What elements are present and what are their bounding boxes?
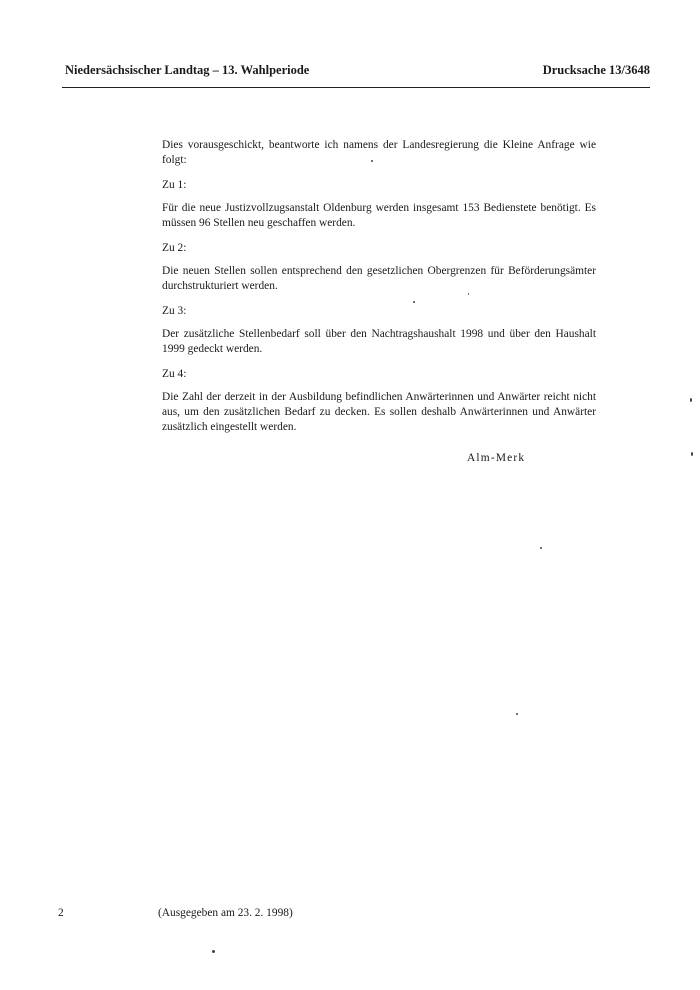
document-number: Drucksache 13/3648 (542, 63, 650, 77)
answer-text-4: Die Zahl der derzeit in der Ausbildung befindlichen Anwärterinnen und Anwärter reicht nicht aus, um den zusätzlichen Bedarf zu decken. Es sollen deshalb Anwärterinnen und Anwärter zusätzlich eingestellt werden. (162, 391, 596, 433)
signature: Alm-Merk (467, 452, 526, 464)
scan-speck (691, 452, 693, 456)
issue-date: (Ausgegeben am 23. 2. 1998) (158, 907, 293, 919)
scan-speck (371, 160, 373, 162)
scan-speck (413, 301, 415, 303)
scan-speck (212, 950, 215, 953)
scan-speck (516, 713, 518, 715)
answer-text-3: Der zusätzliche Stellenbedarf soll über den Nachtragshaushalt 1998 und über den Haushalt 1999 gedeckt werden. (162, 328, 596, 355)
answer-heading-4: Zu 4: (162, 368, 187, 380)
page-number: 2 (58, 907, 64, 919)
scan-speck (540, 547, 542, 549)
scan-speck (468, 293, 469, 295)
answer-heading-2: Zu 2: (162, 242, 187, 254)
answer-heading-3: Zu 3: (162, 305, 187, 317)
answer-text-1: Für die neue Justizvollzugsanstalt Oldenburg werden insgesamt 153 Bedienstete benötigt. Es müssen 96 Stellen neu geschaffen werden. (162, 202, 596, 229)
header-title: Niedersächsischer Landtag – 13. Wahlperiode (65, 63, 310, 77)
scan-speck (690, 398, 692, 402)
intro-paragraph: Dies vorausgeschickt, beantworte ich namens der Landesregierung die Kleine Anfrage wie folgt: (162, 139, 596, 166)
answer-heading-1: Zu 1: (162, 179, 187, 191)
answer-text-2: Die neuen Stellen sollen entsprechend den gesetzlichen Obergrenzen für Beförderungsämter durchstrukturiert werden. (162, 265, 596, 292)
document-body (162, 138, 596, 445)
header-divider (62, 87, 650, 88)
